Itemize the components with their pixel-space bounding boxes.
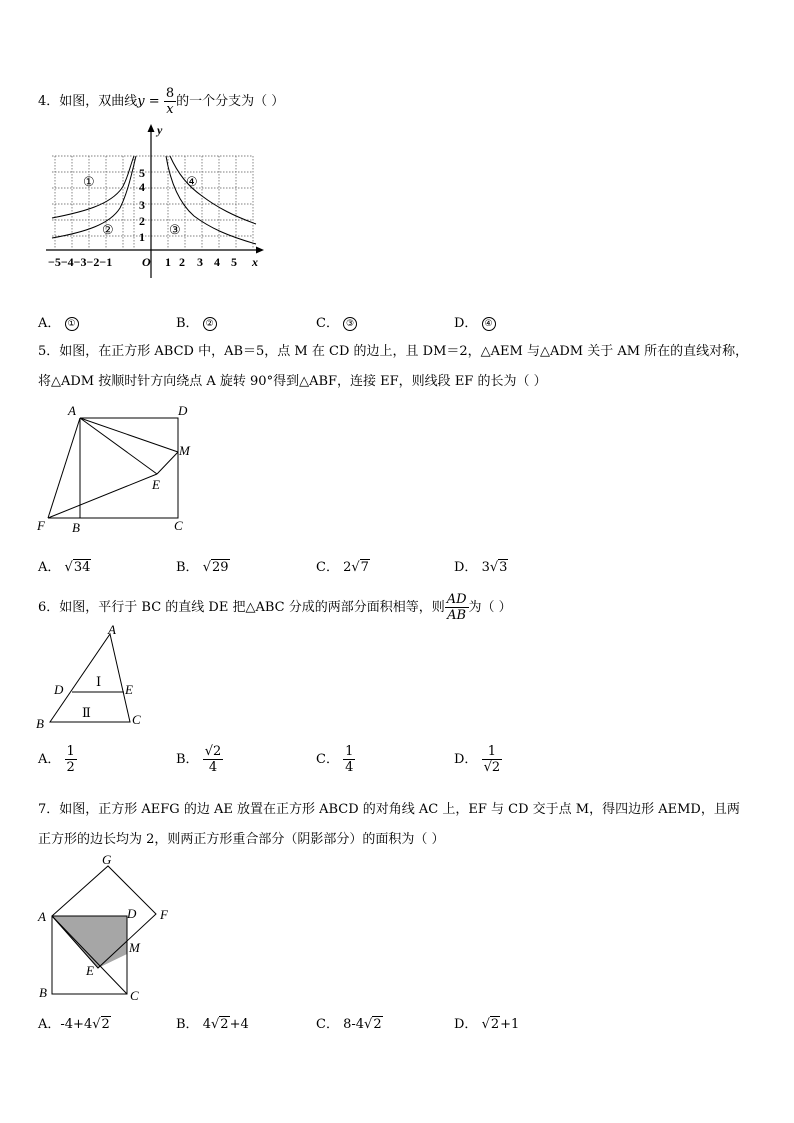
q4-x-tick: 5 xyxy=(231,255,237,269)
q4-y-tick: 5 xyxy=(139,166,145,180)
q7-label-f: F xyxy=(160,907,168,922)
q5-stem-line1: 5．如图，在正方形 ABCD 中，AB＝5，点 M 在 CD 的边上，且 DM＝2，△AEM 与△ADM 关于 AM 所在的直线对称， xyxy=(38,344,749,359)
q6-frac-num: AD xyxy=(446,592,467,607)
q4-option-a[interactable]: A． ① xyxy=(38,312,79,331)
q5-segment-em xyxy=(157,452,178,474)
q7-label-g: G xyxy=(102,852,112,867)
q4-option-d-value: ④ xyxy=(482,317,496,331)
q7-figure xyxy=(30,852,190,1008)
q5-figure xyxy=(30,400,200,540)
q4-branch-label-3: ③ xyxy=(169,222,181,237)
q7-option-d-radicand: 2 xyxy=(490,1017,500,1032)
q5-label-d: D xyxy=(178,403,188,418)
q4-frac-den: x xyxy=(166,102,174,117)
sqrt-icon: √ xyxy=(202,560,211,575)
q7-option-c-radicand: 2 xyxy=(373,1017,382,1032)
sqrt-icon: √ xyxy=(64,560,73,575)
sqrt-icon: √ xyxy=(489,560,499,575)
q7-option-c[interactable]: C． 8-4√2 xyxy=(316,1017,382,1032)
q6-option-d[interactable]: D． $\frac{1}{√2}$ xyxy=(454,744,501,775)
q5-label-e: E xyxy=(152,477,160,492)
q6-option-c-den: 4 xyxy=(345,760,354,775)
q7-option-a-radicand: 2 xyxy=(101,1017,110,1032)
q6-stem xyxy=(38,592,512,623)
q5-option-c-radicand: 7 xyxy=(360,560,369,575)
q7-option-d[interactable]: D． √2+1 xyxy=(454,1017,520,1032)
q6-option-a-num: 1 xyxy=(66,744,75,759)
q7-label-m: M xyxy=(129,940,140,955)
q5-stem-line2: 将△ADM 按顺时针方向绕点 A 旋转 90°得到△ABF，连接 EF，则线段 EF 的长为（ ） xyxy=(38,374,547,389)
q6-stem-before: 6．如图，平行于 BC 的直线 DE 把△ABC 分成的两部分面积相等，则 xyxy=(38,600,445,615)
q5-segment-am xyxy=(80,418,178,452)
q4-branch-4 xyxy=(170,156,256,224)
q6-option-c[interactable]: C． $\frac{1}{4}$ xyxy=(316,744,354,775)
q4-fraction xyxy=(164,86,176,117)
q4-eq-var: y xyxy=(137,94,145,109)
q5-label-m: M xyxy=(179,443,190,458)
q5-segment-ae xyxy=(80,418,157,474)
q7-label-d: D xyxy=(127,906,137,921)
q5-option-d[interactable]: D． 3√3 xyxy=(454,560,508,575)
q4-x-ticks-negative: −5−4−3−2−1 xyxy=(48,255,113,269)
q5-label-a: A xyxy=(68,403,76,418)
sqrt-icon: √ xyxy=(210,1017,220,1032)
q4-branch-label-4: ④ xyxy=(186,174,198,189)
q4-branch-label-1: ① xyxy=(83,174,95,189)
q6-fraction xyxy=(445,592,469,623)
q5-option-a-radicand: 34 xyxy=(73,560,91,575)
q4-x-tick: 4 xyxy=(214,255,220,269)
q4-y-tick: 2 xyxy=(139,214,145,228)
q4-option-b-value: ② xyxy=(203,317,217,331)
q4-x-arrow-icon xyxy=(256,247,264,254)
q4-branch-2 xyxy=(52,156,136,238)
q5-segment-ef xyxy=(48,474,157,518)
q4-x-label: x xyxy=(252,255,258,269)
q4-option-d[interactable]: D． ④ xyxy=(454,312,496,331)
q7-label-a: A xyxy=(38,909,46,924)
q6-option-d-den: √2 xyxy=(483,760,501,775)
q6-option-a-den: 2 xyxy=(66,760,75,775)
q4-x-ticks xyxy=(48,255,237,269)
q6-label-e: E xyxy=(125,682,133,697)
q7-label-c: C xyxy=(130,988,139,1003)
q5-segment-af xyxy=(48,418,80,518)
q4-option-a-value: ① xyxy=(65,317,79,331)
q5-option-b[interactable]: B． √29 xyxy=(176,560,229,575)
q6-region-i: Ⅰ xyxy=(96,674,102,689)
sqrt-icon: √ xyxy=(481,1017,490,1032)
q7-stem-line1: 7．如图，正方形 AEFG 的边 AE 放置在正方形 ABCD 的对角线 AC 上，EF 与 CD 交于点 M，得四边形 AEMD，且两 xyxy=(38,802,740,817)
q7-stem-line2: 正方形的边长均为 2，则两正方形重合部分（阴影部分）的面积为（ ） xyxy=(38,832,445,847)
sqrt-icon: √ xyxy=(364,1017,373,1032)
q6-frac-den: AB xyxy=(447,608,467,623)
q4-x-tick: 2 xyxy=(179,255,185,269)
q4-option-c[interactable]: C． ③ xyxy=(316,312,357,331)
q6-option-b[interactable]: B． $\frac{√2}{4}$ xyxy=(176,744,222,775)
q7-option-b[interactable]: B． 4√2+4 xyxy=(176,1017,249,1032)
q5-label-c: C xyxy=(174,518,183,533)
sqrt-icon: √ xyxy=(351,560,360,575)
q4-y-tick: 3 xyxy=(139,198,145,212)
q5-option-c[interactable]: C． 2√7 xyxy=(316,560,369,575)
q5-label-b: B xyxy=(72,520,80,535)
q4-branch-label-2: ② xyxy=(102,222,114,237)
q4-grid xyxy=(52,156,253,248)
q4-eq-sign: = xyxy=(144,94,164,109)
q4-x-tick: 3 xyxy=(197,255,203,269)
q4-y-label: y xyxy=(157,123,163,137)
q4-stem xyxy=(38,86,284,117)
q6-region-ii: Ⅱ xyxy=(82,705,91,720)
q6-label-c: C xyxy=(132,712,141,727)
q5-option-d-radicand: 3 xyxy=(499,560,508,575)
q4-y-tick: 1 xyxy=(139,230,145,244)
q6-stem-after: 为（ ） xyxy=(468,600,512,615)
q4-stem-before: 4．如图，双曲线 xyxy=(38,94,138,109)
q4-y-ticks xyxy=(139,166,145,244)
q6-label-a: A xyxy=(108,622,116,637)
q4-option-b[interactable]: B． ② xyxy=(176,312,217,331)
q6-option-c-num: 1 xyxy=(345,744,354,759)
q7-label-e: E xyxy=(86,963,94,978)
q7-label-b: B xyxy=(39,985,47,1000)
q7-option-a[interactable]: A．-4+4√2 xyxy=(38,1017,110,1032)
q6-figure xyxy=(30,622,160,732)
q6-option-a[interactable]: A． $\frac{1}{2}$ xyxy=(38,744,75,775)
q6-option-d-num: 1 xyxy=(482,744,503,760)
q4-option-c-value: ③ xyxy=(343,317,357,331)
q7-shaded-region xyxy=(52,916,127,968)
q6-option-b-num: √2 xyxy=(204,744,222,759)
q4-stem-after: 的一个分支为（ ） xyxy=(176,94,285,109)
q5-label-f: F xyxy=(37,518,45,533)
q5-option-b-radicand: 29 xyxy=(212,560,229,575)
q5-option-a[interactable]: A． √34 xyxy=(38,560,91,575)
q6-option-b-den: 4 xyxy=(208,760,218,775)
sqrt-icon: √ xyxy=(92,1017,101,1032)
q4-y-tick: 4 xyxy=(139,180,145,194)
q6-label-d: D xyxy=(54,682,64,697)
q7-option-b-radicand: 2 xyxy=(220,1017,229,1032)
q6-label-b: B xyxy=(36,716,44,731)
q4-graph xyxy=(38,120,278,280)
q4-x-tick: 1 xyxy=(165,255,171,269)
q4-y-arrow-icon xyxy=(148,124,155,132)
q4-frac-num: 8 xyxy=(165,86,175,101)
q4-origin-label: O xyxy=(142,255,151,269)
